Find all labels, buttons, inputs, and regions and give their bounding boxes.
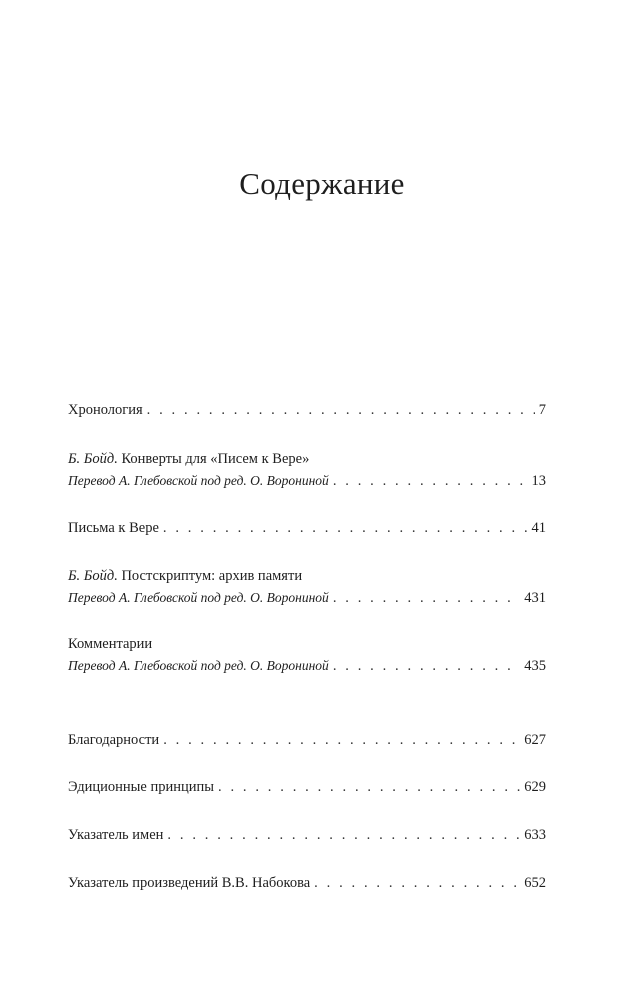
dot-leader — [333, 588, 520, 608]
toc-entry-title: Постскриптум: архив памяти — [117, 568, 303, 584]
toc-entry-title: Эдиционные принципы — [68, 779, 214, 795]
toc-entry-author: Б. Бойд. — [68, 568, 118, 584]
dot-leader — [333, 656, 520, 676]
dot-leader — [314, 873, 520, 893]
toc-entry-page: 431 — [524, 590, 546, 606]
toc-entry-page: 41 — [531, 520, 546, 536]
toc-entry-page: 7 — [538, 402, 546, 418]
toc-entry-translator: Перевод А. Глебовской под ред. О. Ворониной — [68, 590, 329, 605]
dot-leader — [167, 825, 520, 845]
dot-leader — [163, 730, 520, 750]
toc-entry-translator: Перевод А. Глебовской под ред. О. Ворониной — [68, 658, 329, 673]
toc-entry-page: 435 — [524, 658, 546, 674]
dot-leader — [147, 400, 535, 420]
toc-entry-title: Благодарности — [68, 732, 160, 748]
toc-entry-title: Указатель имен — [68, 827, 164, 843]
toc-entry-page: 652 — [524, 875, 546, 891]
dot-leader — [163, 518, 528, 538]
toc-entry-title: Указатель произведений В.В. Набокова — [68, 875, 311, 891]
toc-entry-title: Хронология — [68, 402, 143, 418]
toc-entry-title: Письма к Вере — [68, 520, 159, 536]
toc-entry-title: Комментарии — [68, 636, 153, 652]
toc-entry-page: 629 — [524, 779, 546, 795]
dot-leader — [218, 777, 520, 797]
toc-entry-translator: Перевод А. Глебовской под ред. О. Ворониной — [68, 473, 329, 488]
toc-entry-author: Б. Бойд. — [68, 451, 118, 467]
toc-entry-title: Конверты для «Писем к Вере» — [117, 451, 310, 467]
dot-leader — [333, 471, 528, 491]
page-title: Содержание — [239, 166, 405, 201]
toc-entry-page: 633 — [524, 827, 546, 843]
toc-entry-page: 13 — [531, 473, 546, 489]
toc-entry-page: 627 — [524, 732, 546, 748]
